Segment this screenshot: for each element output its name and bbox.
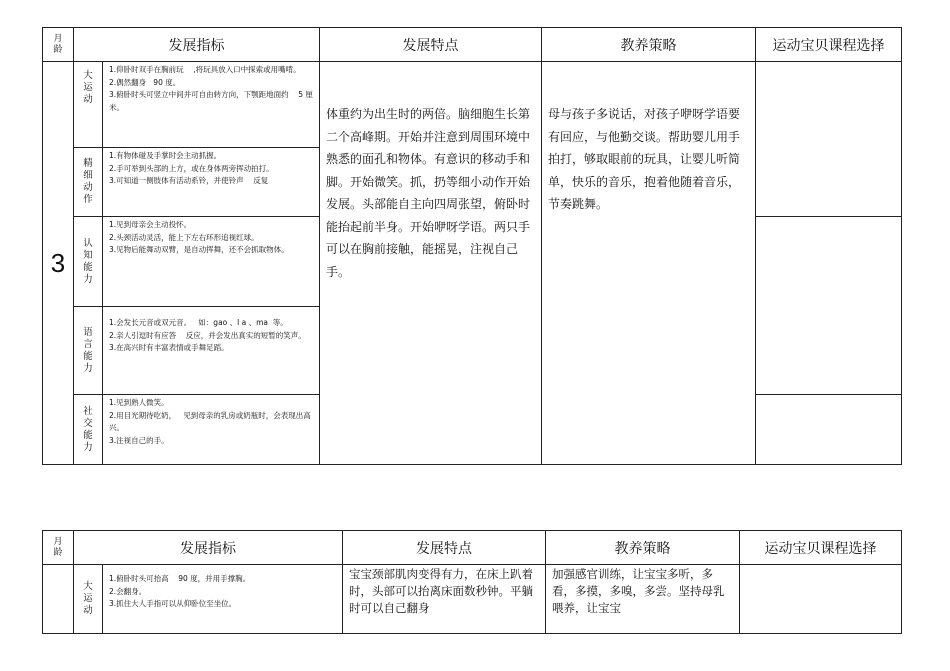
indicator-list	[103, 307, 320, 395]
course-cell	[756, 62, 902, 217]
indicator-item: 2.亲人引逗时有应答 反应，并会发出真实的短暂的笑声。	[109, 330, 306, 340]
indicator-item: 2.偶然翻身 90 度。	[109, 77, 181, 87]
indicator-item: 2.用目光期待吃奶， 见到母亲的乳房或奶瓶时，会表现出高兴。	[109, 410, 311, 432]
category-cognition: 认 知 能 力	[74, 217, 103, 307]
indicator-list	[103, 565, 343, 634]
courses-header: 运动宝贝课程选择	[756, 28, 902, 62]
indicator-list	[103, 62, 320, 148]
age-value: 3	[43, 62, 74, 465]
indicator-item: 1.见到母亲会主动投怀。	[109, 220, 192, 229]
course-cell	[756, 395, 902, 465]
indicator-list	[103, 217, 320, 307]
indicator-item: 3.见物后能舞动双臂，是自动挥舞，还不会抓取物体。	[109, 245, 289, 254]
indicator-item: 3.可知道一侧肢体有活动系铃，并使铃声 反复	[109, 176, 269, 185]
indicator-item: 2.手可举到头部的上方，或在身体两旁挥动拍打。	[109, 163, 274, 173]
indicator-item: 3.抓住大人手指可以从仰卧位至坐位。	[109, 599, 237, 608]
category-fine-motor: 精 细 动 作	[74, 148, 103, 217]
indicator-item: 3.在高兴时有丰富表情或手舞足蹈。	[109, 343, 229, 352]
strategy-paragraph: 母与孩子多说话，对孩子咿呀学语要有回应，与他勤交谈。帮助婴儿用手拍打，够取眼前的玩具，让婴儿听简单，快乐的音乐，抱着他随着音乐，节奏跳舞。	[548, 107, 741, 211]
features-text: 宝宝颈部肌肉变得有力，在床上趴着时，头部可以抬离床面数秒钟。平躺时可以自己翻身	[343, 565, 546, 634]
features-header: 发展特点	[320, 28, 542, 62]
category-language: 语 言 能 力	[74, 307, 103, 395]
course-cell	[740, 565, 902, 634]
indicator-item: 2.会翻身。	[109, 586, 147, 596]
development-table-next-month	[42, 530, 902, 634]
indicators-header: 发展指标	[74, 28, 320, 62]
course-cell	[756, 217, 902, 395]
features-text	[320, 62, 542, 465]
indicator-item: 1.有物体碰及手掌时会主动抓握。	[109, 151, 222, 160]
strategy-header: 教养策略	[546, 531, 740, 565]
features-paragraph: 体重约为出生时的两倍。脑细胞生长第二个高峰期。开始并注意到周围环境中熟悉的面孔和物体。有意识的移动手和脚。开始微笑。抓，扔等细小动作开始发展。头部能自主向四周张望，俯卧时能抬起前半身。开始咿呀学语。两只手可以在胸前接触，能摇晃，注视自己手。	[326, 107, 531, 279]
indicator-item: 1.仰卧时双手在胸前玩 ,将玩具放入口中探索或用嘴啃。	[109, 65, 301, 74]
strategy-text: 加强感官训练，让宝宝多听，多看，多摸，多嗅，多尝。坚持母乳喂养，让宝宝	[546, 565, 740, 634]
courses-header: 运动宝贝课程选择	[740, 531, 902, 565]
indicator-list	[103, 395, 320, 465]
category-social: 社 交 能 力	[74, 395, 103, 465]
indicator-item: 1.会发长元音或双元音。 如：gao 、l a 、ma 等。	[109, 318, 288, 327]
category-gross-motor: 大 运 动	[74, 62, 103, 148]
age-header: 月 龄	[43, 28, 74, 62]
development-table-month-3	[42, 27, 902, 465]
features-header: 发展特点	[343, 531, 546, 565]
category-gross-motor: 大 运 动	[74, 565, 103, 634]
indicator-item: 2.头颈活动灵活，能上下左右环形追视红球。	[109, 232, 259, 242]
indicator-item: 3.俯卧时头可竖立中间并可自由转方向，下颚距地面约 5 厘米。	[109, 90, 313, 112]
strategy-header: 教养策略	[542, 28, 756, 62]
indicator-item: 1.见到熟人微笑。	[109, 398, 169, 407]
indicator-list	[103, 148, 320, 217]
age-value-cell	[43, 565, 74, 634]
age-header: 月 龄	[43, 531, 74, 565]
indicator-item: 3.注视自己的手。	[109, 435, 169, 445]
indicators-header: 发展指标	[74, 531, 343, 565]
indicator-item: 1.俯卧时头可抬高 90 度，并用手撑胸。	[109, 574, 251, 583]
strategy-text	[542, 62, 756, 465]
